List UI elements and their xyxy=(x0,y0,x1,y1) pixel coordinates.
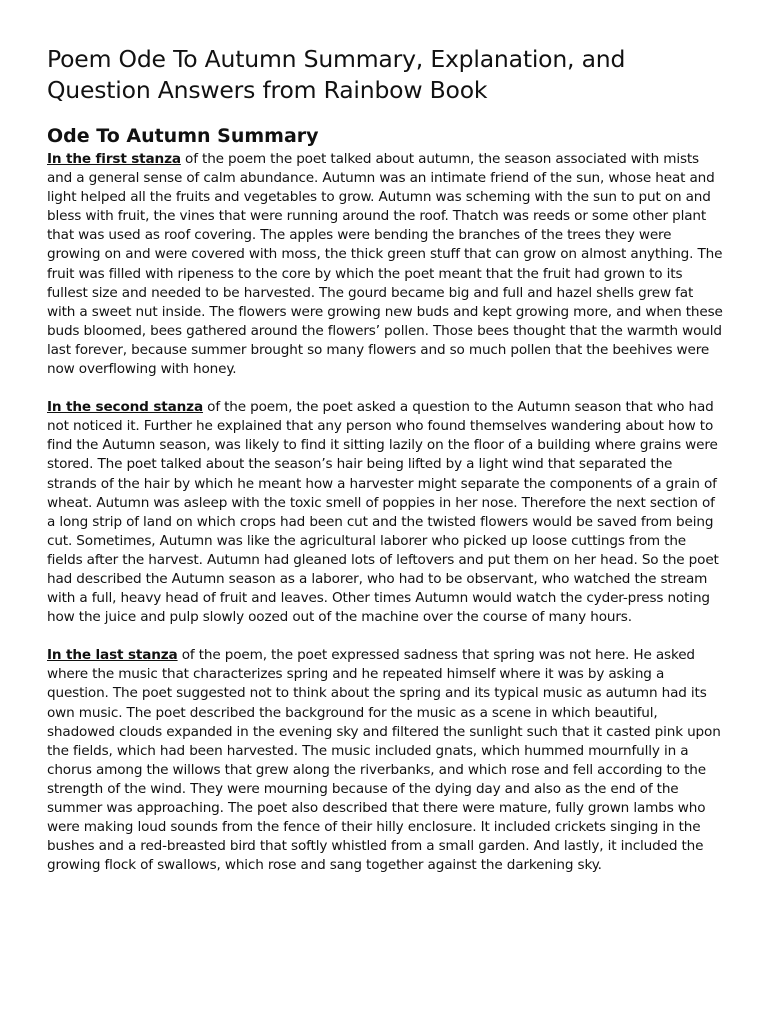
document-page xyxy=(47,44,723,875)
paragraph-first-stanza xyxy=(47,150,723,379)
section-heading: Ode To Autumn Summary xyxy=(47,125,319,147)
paragraph-text-first-stanza: of the poem the poet talked about autumn, the season associated with mists and a general sense of calm abundance. Autumn was an intimate friend of the sun, whose heat and light helped all the fruits and vegetables to grow. Autumn was scheming with the sun to put on and bless with fruit, the vines that were running around the roof. Thatch was reeds or some other plant that was used as roof covering. The apples were bending the branches of the trees they were growing on and were covered with moss, the thick green stuff that can grow on almost anything. The fruit was filled with ripeness to the core by which the poet meant that the fruit had grown to its fullest size and needed to be harvested. The gourd became big and full and hazel shells grew fat with a sweet nut inside. The flowers were growing new buds and kept growing more, and when these buds bloomed, bees gathered around the flowers’ pollen. Those bees thought that the warmth would last forever, because summer brought so many flowers and so much pollen that the beehives were now overflowing with honey. xyxy=(47,151,723,378)
page-title: Poem Ode To Autumn Summary, Explanation, and Question Answers from Rainbow Book xyxy=(47,45,626,104)
paragraph-lead-first-stanza: In the first stanza xyxy=(47,151,181,167)
paragraph-text-second-stanza: of the poem, the poet asked a question to the Autumn season that who had not noticed it. Further he explained that any person who found themselves wandering about how to find the Autumn season, was likely to find it sitting lazily on the floor of a building where grains were stored. The poet talked about the season’s hair being lifted by a light wind that separated the strands of the hair by which he meant how a harvester might separate the components of a grain of wheat. Autumn was asleep with the toxic smell of poppies in her nose. Therefore the next section of a long strip of land on which crops had been cut and the twisted flowers would be saved from being cut. Sometimes, Autumn was like the agricultural laborer who picked up loose cuttings from the fields after the harvest. Autumn had gleaned lots of leftovers and put them on her head. So the poet had described the Autumn season as a laborer, who had to be observant, who watched the stream with a full, heavy head of fruit and leaves. Other times Autumn would watch the cyder-press noting how the juice and pulp slowly oozed out of the machine over the course of many hours. xyxy=(47,399,719,626)
paragraph-lead-last-stanza: In the last stanza xyxy=(47,647,178,664)
paragraph-second-stanza xyxy=(47,398,723,627)
paragraph-lead-second-stanza: In the second stanza xyxy=(47,399,203,416)
paragraph-text-last-stanza: of the poem, the poet expressed sadness that spring was not here. He asked where the music that characterizes spring and he repeated himself where it was by asking a question. The poet suggested not to think about the spring and its typical music as autumn had its own music. The poet described the background for the music as a scene in which beautiful, shadowed clouds expanded in the evening sky and filtered the sunlight such that it casted pink upon the fields, which had been harvested. The music included gnats, which hummed mournfully in a chorus among the willows that grew along the riverbanks, and which rose and fell according to the strength of the wind. They were mourning because of the dying day and also as the end of the summer was approaching. The poet also described that there were mature, fully grown lambs who were making loud sounds from the fence of their hilly enclosure. It included crickets singing in the bushes and a red-breasted bird that softly whistled from a small garden. And lastly, it included the growing flock of swallows, which rose and sang together against the darkening sky. xyxy=(47,647,721,874)
paragraph-last-stanza xyxy=(47,646,723,875)
